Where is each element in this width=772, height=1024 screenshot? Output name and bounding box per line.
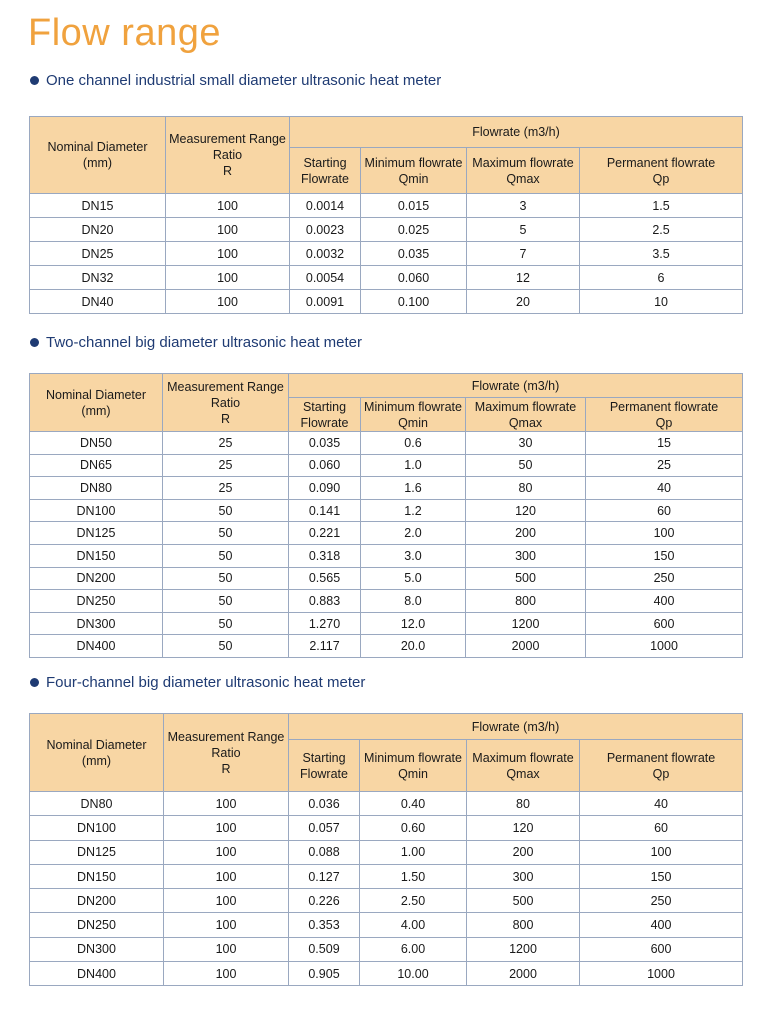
cell-qmax: 200: [466, 522, 586, 545]
cell-qmax: 12: [467, 266, 580, 290]
cell-qmin: 0.025: [361, 218, 467, 242]
table-header: [30, 117, 743, 194]
cell-starting-flowrate: 0.036: [289, 792, 360, 816]
cell-range-ratio: 100: [166, 290, 290, 314]
cell-range-ratio: 50: [163, 544, 289, 567]
table-row: [30, 635, 743, 658]
cell-nominal-diameter: DN400: [30, 962, 164, 986]
cell-qmax: 1200: [466, 612, 586, 635]
header-permanent-flowrate: Permanent flowrate Qp: [580, 740, 743, 792]
table-body: [30, 194, 743, 314]
cell-range-ratio: 100: [166, 218, 290, 242]
cell-starting-flowrate: 0.060: [289, 454, 361, 477]
cell-nominal-diameter: DN100: [30, 816, 164, 840]
cell-nominal-diameter: DN150: [30, 544, 163, 567]
table-row: [30, 242, 743, 266]
bullet-icon: [30, 76, 39, 85]
header-minimum-flowrate: Minimum flowrate Qmin: [360, 740, 467, 792]
cell-range-ratio: 100: [164, 913, 289, 937]
cell-nominal-diameter: DN250: [30, 913, 164, 937]
section-heading-one-channel: [30, 72, 441, 89]
cell-qmin: 0.6: [361, 432, 466, 455]
cell-qp: 25: [586, 454, 743, 477]
table-row: [30, 792, 743, 816]
cell-qmin: 2.0: [361, 522, 466, 545]
cell-qmin: 0.40: [360, 792, 467, 816]
cell-range-ratio: 50: [163, 635, 289, 658]
cell-range-ratio: 50: [163, 567, 289, 590]
cell-nominal-diameter: DN125: [30, 522, 163, 545]
cell-qmin: 12.0: [361, 612, 466, 635]
cell-qmax: 80: [467, 792, 580, 816]
table-row: [30, 567, 743, 590]
bullet-icon: [30, 678, 39, 687]
cell-starting-flowrate: 0.057: [289, 816, 360, 840]
cell-nominal-diameter: DN40: [30, 290, 166, 314]
cell-qmin: 0.60: [360, 816, 467, 840]
cell-qmax: 50: [466, 454, 586, 477]
cell-qmin: 1.0: [361, 454, 466, 477]
cell-qp: 15: [586, 432, 743, 455]
cell-qp: 600: [580, 937, 743, 961]
cell-qp: 3.5: [580, 242, 743, 266]
table-row: [30, 889, 743, 913]
cell-nominal-diameter: DN300: [30, 937, 164, 961]
cell-nominal-diameter: DN20: [30, 218, 166, 242]
table-row: [30, 962, 743, 986]
header-measurement-range: Measurement Range Ratio R: [163, 374, 289, 432]
cell-qmin: 1.2: [361, 499, 466, 522]
cell-qmin: 5.0: [361, 567, 466, 590]
cell-qp: 600: [586, 612, 743, 635]
section-heading-two-channel: [30, 334, 362, 351]
cell-qmin: 8.0: [361, 590, 466, 613]
cell-starting-flowrate: 0.565: [289, 567, 361, 590]
table-row: [30, 266, 743, 290]
cell-range-ratio: 100: [164, 937, 289, 961]
header-starting-flowrate: Starting Flowrate: [290, 148, 361, 194]
cell-qmax: 800: [467, 913, 580, 937]
header-nominal-diameter: Nominal Diameter (mm): [30, 117, 166, 194]
table-row: [30, 194, 743, 218]
cell-nominal-diameter: DN80: [30, 792, 164, 816]
table-row: [30, 290, 743, 314]
cell-qmax: 2000: [467, 962, 580, 986]
cell-qp: 1.5: [580, 194, 743, 218]
cell-starting-flowrate: 1.270: [289, 612, 361, 635]
header-maximum-flowrate: Maximum flowrate Qmax: [467, 148, 580, 194]
table-row: [30, 544, 743, 567]
cell-qp: 60: [580, 816, 743, 840]
header-nominal-diameter: Nominal Diameter (mm): [30, 714, 164, 792]
cell-range-ratio: 25: [163, 477, 289, 500]
cell-qmax: 800: [466, 590, 586, 613]
flow-table-four-channel: [29, 713, 743, 986]
cell-nominal-diameter: DN150: [30, 864, 164, 888]
table-row: [30, 522, 743, 545]
cell-qmax: 3: [467, 194, 580, 218]
header-flowrate: Flowrate (m3/h): [289, 714, 743, 740]
table-row: [30, 816, 743, 840]
cell-qp: 100: [580, 840, 743, 864]
cell-range-ratio: 25: [163, 432, 289, 455]
table-row: [30, 913, 743, 937]
cell-qmax: 2000: [466, 635, 586, 658]
cell-range-ratio: 50: [163, 590, 289, 613]
cell-starting-flowrate: 0.0023: [290, 218, 361, 242]
cell-nominal-diameter: DN200: [30, 567, 163, 590]
cell-qmin: 0.015: [361, 194, 467, 218]
cell-qmin: 0.035: [361, 242, 467, 266]
cell-qp: 100: [586, 522, 743, 545]
cell-qmax: 80: [466, 477, 586, 500]
cell-nominal-diameter: DN80: [30, 477, 163, 500]
cell-qmax: 30: [466, 432, 586, 455]
section-heading-four-channel: [30, 674, 365, 691]
cell-qmin: 10.00: [360, 962, 467, 986]
cell-range-ratio: 50: [163, 612, 289, 635]
cell-nominal-diameter: DN100: [30, 499, 163, 522]
cell-starting-flowrate: 0.0091: [290, 290, 361, 314]
header-measurement-range: Measurement Range Ratio R: [166, 117, 290, 194]
section-heading-text: One channel industrial small diameter ultrasonic heat meter: [46, 72, 442, 89]
cell-qp: 150: [580, 864, 743, 888]
cell-qmax: 200: [467, 840, 580, 864]
cell-qp: 400: [586, 590, 743, 613]
cell-range-ratio: 100: [164, 792, 289, 816]
cell-starting-flowrate: 0.226: [289, 889, 360, 913]
cell-nominal-diameter: DN15: [30, 194, 166, 218]
cell-qmin: 3.0: [361, 544, 466, 567]
cell-qmax: 20: [467, 290, 580, 314]
table-header: [30, 374, 743, 432]
cell-qp: 250: [586, 567, 743, 590]
cell-starting-flowrate: 0.141: [289, 499, 361, 522]
cell-starting-flowrate: 0.353: [289, 913, 360, 937]
cell-nominal-diameter: DN400: [30, 635, 163, 658]
cell-qmax: 5: [467, 218, 580, 242]
table-body: [30, 792, 743, 986]
cell-nominal-diameter: DN65: [30, 454, 163, 477]
header-minimum-flowrate: Minimum flowrate Qmin: [361, 148, 467, 194]
cell-qp: 2.5: [580, 218, 743, 242]
table-row: [30, 454, 743, 477]
header-flowrate: Flowrate (m3/h): [290, 117, 743, 148]
cell-starting-flowrate: 0.0014: [290, 194, 361, 218]
cell-nominal-diameter: DN250: [30, 590, 163, 613]
cell-range-ratio: 100: [164, 816, 289, 840]
cell-qmin: 4.00: [360, 913, 467, 937]
cell-qp: 400: [580, 913, 743, 937]
cell-qp: 10: [580, 290, 743, 314]
cell-qmax: 300: [466, 544, 586, 567]
cell-starting-flowrate: 0.509: [289, 937, 360, 961]
cell-qmin: 1.50: [360, 864, 467, 888]
cell-range-ratio: 100: [164, 840, 289, 864]
cell-starting-flowrate: 0.221: [289, 522, 361, 545]
section-heading-text: Four-channel big diameter ultrasonic heat meter: [46, 674, 366, 691]
table-header: [30, 714, 743, 792]
cell-nominal-diameter: DN200: [30, 889, 164, 913]
cell-starting-flowrate: 0.035: [289, 432, 361, 455]
cell-nominal-diameter: DN300: [30, 612, 163, 635]
cell-range-ratio: 100: [166, 242, 290, 266]
table-row: [30, 864, 743, 888]
header-nominal-diameter: Nominal Diameter (mm): [30, 374, 163, 432]
cell-qp: 40: [580, 792, 743, 816]
flow-table-two-channel: [29, 373, 743, 658]
cell-qmin: 0.100: [361, 290, 467, 314]
header-maximum-flowrate: Maximum flowrate Qmax: [466, 398, 586, 432]
cell-starting-flowrate: 0.088: [289, 840, 360, 864]
cell-range-ratio: 100: [166, 266, 290, 290]
cell-range-ratio: 50: [163, 522, 289, 545]
table-row: [30, 590, 743, 613]
cell-starting-flowrate: 0.318: [289, 544, 361, 567]
table-row: [30, 499, 743, 522]
bullet-icon: [30, 338, 39, 347]
cell-qmax: 7: [467, 242, 580, 266]
cell-qmax: 500: [466, 567, 586, 590]
cell-qmax: 120: [466, 499, 586, 522]
header-minimum-flowrate: Minimum flowrate Qmin: [361, 398, 466, 432]
cell-qp: 40: [586, 477, 743, 500]
table-row: [30, 218, 743, 242]
cell-qp: 150: [586, 544, 743, 567]
section-heading-text: Two-channel big diameter ultrasonic heat meter: [46, 334, 362, 351]
header-starting-flowrate: Starting Flowrate: [289, 398, 361, 432]
cell-qmax: 500: [467, 889, 580, 913]
table-body: [30, 432, 743, 658]
cell-range-ratio: 100: [164, 889, 289, 913]
cell-qp: 1000: [586, 635, 743, 658]
cell-qmax: 1200: [467, 937, 580, 961]
cell-range-ratio: 100: [166, 194, 290, 218]
cell-qmin: 6.00: [360, 937, 467, 961]
page-title: Flow range: [28, 12, 221, 54]
cell-starting-flowrate: 0.0054: [290, 266, 361, 290]
cell-qmax: 120: [467, 816, 580, 840]
cell-qmin: 2.50: [360, 889, 467, 913]
header-permanent-flowrate: Permanent flowrate Qp: [586, 398, 743, 432]
cell-qmin: 20.0: [361, 635, 466, 658]
cell-starting-flowrate: 0.883: [289, 590, 361, 613]
cell-range-ratio: 100: [164, 864, 289, 888]
header-maximum-flowrate: Maximum flowrate Qmax: [467, 740, 580, 792]
cell-qp: 1000: [580, 962, 743, 986]
header-starting-flowrate: Starting Flowrate: [289, 740, 360, 792]
cell-qp: 250: [580, 889, 743, 913]
cell-starting-flowrate: 2.117: [289, 635, 361, 658]
cell-starting-flowrate: 0.127: [289, 864, 360, 888]
cell-qp: 6: [580, 266, 743, 290]
table-row: [30, 432, 743, 455]
cell-qmin: 0.060: [361, 266, 467, 290]
cell-nominal-diameter: DN125: [30, 840, 164, 864]
cell-nominal-diameter: DN50: [30, 432, 163, 455]
cell-qp: 60: [586, 499, 743, 522]
cell-qmax: 300: [467, 864, 580, 888]
table-row: [30, 612, 743, 635]
cell-range-ratio: 50: [163, 499, 289, 522]
cell-range-ratio: 25: [163, 454, 289, 477]
cell-starting-flowrate: 0.090: [289, 477, 361, 500]
header-flowrate: Flowrate (m3/h): [289, 374, 743, 398]
cell-nominal-diameter: DN25: [30, 242, 166, 266]
table-row: [30, 477, 743, 500]
cell-qmin: 1.00: [360, 840, 467, 864]
table-row: [30, 937, 743, 961]
cell-starting-flowrate: 0.0032: [290, 242, 361, 266]
header-measurement-range: Measurement Range Ratio R: [164, 714, 289, 792]
header-permanent-flowrate: Permanent flowrate Qp: [580, 148, 743, 194]
cell-nominal-diameter: DN32: [30, 266, 166, 290]
table-row: [30, 840, 743, 864]
cell-starting-flowrate: 0.905: [289, 962, 360, 986]
flow-table-one-channel: [29, 116, 743, 314]
cell-qmin: 1.6: [361, 477, 466, 500]
cell-range-ratio: 100: [164, 962, 289, 986]
